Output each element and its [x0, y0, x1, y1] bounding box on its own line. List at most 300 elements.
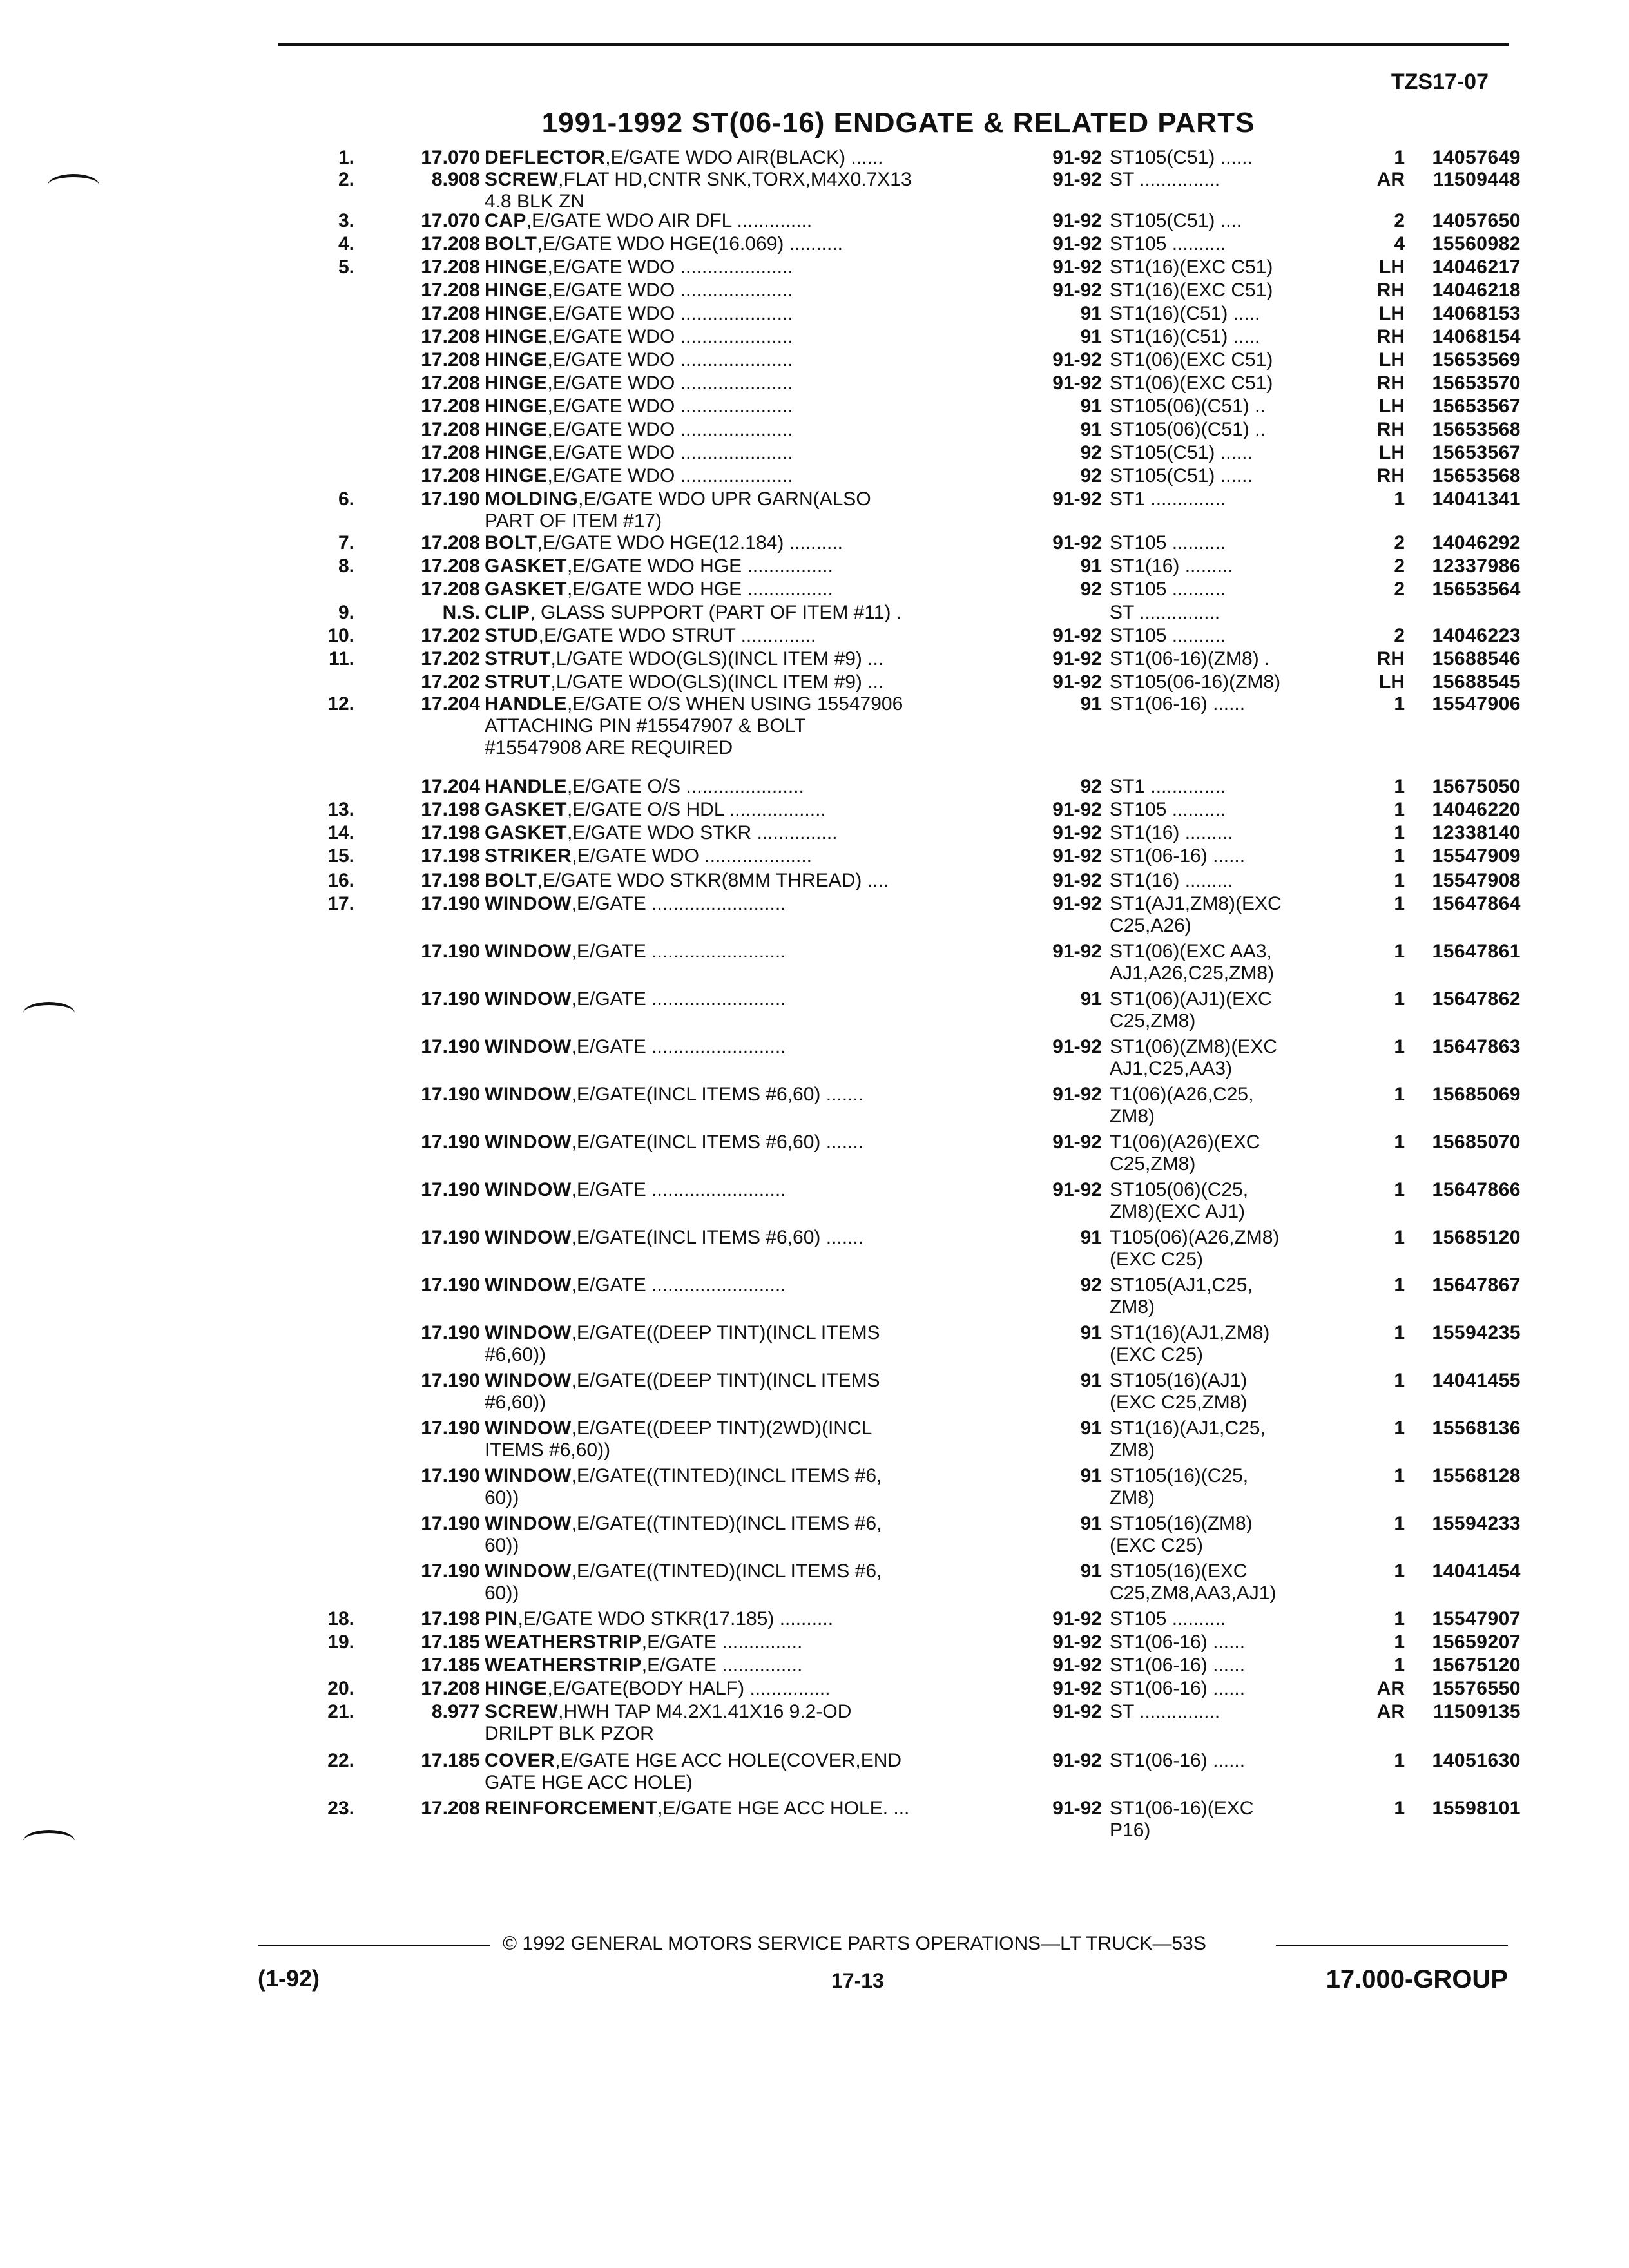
model-application: ST1(16)(EXC C51): [1110, 256, 1273, 278]
item-number: 8.: [338, 555, 354, 577]
part-detail: ,E/GATE O/S WHEN USING 15547906 ATTACHING PIN #15547907 & BOLT #15547908 ARE REQUIRED: [485, 693, 903, 758]
part-number: 15688545: [1432, 671, 1521, 693]
group-number: 17.185: [421, 1750, 480, 1771]
model-years: 91-92: [1052, 1084, 1102, 1105]
model-application: ST1(16)(EXC C51): [1110, 280, 1273, 301]
part-name: HINGE: [485, 326, 548, 347]
group-number: 17.190: [421, 1179, 480, 1200]
item-number: 23.: [327, 1798, 354, 1819]
table-row: [0, 1513, 1629, 1562]
part-number: 15653568: [1432, 419, 1521, 440]
part-detail: ,E/GATE(INCL ITEMS #6,60) .......: [571, 1084, 864, 1105]
part-detail: ,E/GATE WDO STKR ...............: [567, 822, 838, 843]
part-detail: ,L/GATE WDO(GLS)(INCL ITEM #9) ...: [550, 671, 884, 693]
part-description: [485, 1322, 1026, 1366]
part-description: [485, 822, 1026, 844]
part-number: 15659207: [1432, 1631, 1521, 1653]
group-number: 17.190: [421, 1227, 480, 1248]
part-number: 12337986: [1432, 555, 1521, 577]
part-name: WINDOW: [485, 1561, 572, 1582]
quantity: AR: [1376, 1701, 1405, 1722]
group-number: 17.202: [421, 671, 480, 693]
item-number: 3.: [338, 210, 354, 231]
part-detail: ,E/GATE(INCL ITEMS #6,60) .......: [571, 1227, 864, 1248]
table-row: [0, 1322, 1629, 1371]
quantity: 1: [1394, 693, 1405, 715]
part-name: BOLT: [485, 233, 537, 255]
model-years: 91: [1080, 419, 1102, 440]
group-number: 17.190: [421, 893, 480, 914]
part-name: STRUT: [485, 671, 551, 693]
quantity: 1: [1394, 147, 1405, 168]
model-years: 92: [1080, 1274, 1102, 1296]
quantity: 1: [1394, 1227, 1405, 1248]
part-number: 15653567: [1432, 396, 1521, 417]
part-detail: ,E/GATE(INCL ITEMS #6,60) .......: [571, 1131, 864, 1153]
part-description: [485, 169, 1026, 213]
group-number: 17.204: [421, 693, 480, 715]
part-detail: ,E/GATE WDO .....................: [547, 396, 793, 417]
part-name: WINDOW: [485, 1131, 572, 1153]
part-name: WINDOW: [485, 1465, 572, 1486]
part-detail: ,L/GATE WDO(GLS)(INCL ITEM #9) ...: [550, 648, 884, 669]
footer-page-number: 17-13: [831, 1969, 884, 1992]
part-name: WINDOW: [485, 893, 572, 914]
group-number: 17.070: [421, 147, 480, 168]
footer-rule-left: [258, 1945, 490, 1946]
part-number: 15547908: [1432, 870, 1521, 891]
model-years: 91-92: [1052, 1701, 1102, 1722]
table-row: [0, 1179, 1629, 1228]
model-application: ST ...............: [1110, 602, 1220, 623]
model-application: ST105(C51) ......: [1110, 147, 1253, 168]
part-detail: ,E/GATE .........................: [571, 1274, 786, 1296]
model-years: 91-92: [1052, 671, 1102, 693]
model-application: T1(06)(A26)(EXC C25,ZM8): [1110, 1131, 1260, 1175]
binder-mark: [23, 1002, 75, 1024]
item-number: 14.: [327, 822, 354, 843]
model-years: 91-92: [1052, 1750, 1102, 1771]
part-name: HINGE: [485, 280, 548, 301]
model-application: ST1(06-16) ......: [1110, 693, 1246, 715]
model-years: 91-92: [1052, 349, 1102, 370]
part-number: 15653569: [1432, 349, 1521, 370]
part-description: [485, 256, 1026, 278]
model-years: 91-92: [1052, 1179, 1102, 1200]
model-years: 91: [1080, 1561, 1102, 1582]
part-detail: ,E/GATE WDO HGE ................: [567, 555, 833, 577]
part-name: SCREW: [485, 1701, 559, 1722]
part-name: WINDOW: [485, 1227, 572, 1248]
part-number: 14068153: [1432, 303, 1521, 324]
part-number: 14057649: [1432, 147, 1521, 168]
part-description: [485, 671, 1026, 693]
item-number: 4.: [338, 233, 354, 255]
part-number: 15594235: [1432, 1322, 1521, 1343]
part-name: WEATHERSTRIP: [485, 1655, 642, 1676]
quantity: 1: [1394, 893, 1405, 914]
part-detail: ,E/GATE .........................: [571, 893, 786, 914]
quantity: 1: [1394, 1036, 1405, 1057]
part-name: STRUT: [485, 648, 551, 669]
item-number: 22.: [327, 1750, 354, 1771]
part-number: 15675120: [1432, 1655, 1521, 1676]
part-name: WINDOW: [485, 1084, 572, 1105]
quantity: 1: [1394, 488, 1405, 510]
model-application: ST105(06)(C51) ..: [1110, 419, 1266, 440]
part-detail: ,E/GATE(BODY HALF) ...............: [547, 1678, 831, 1699]
group-number: 17.208: [421, 442, 480, 463]
group-number: 17.208: [421, 280, 480, 301]
group-number: 17.202: [421, 648, 480, 669]
part-detail: ,E/GATE((DEEP TINT)(INCL ITEMS #6,60)): [485, 1370, 880, 1413]
part-number: 15685069: [1432, 1084, 1521, 1105]
quantity: 1: [1394, 1084, 1405, 1105]
part-name: BOLT: [485, 870, 537, 891]
group-number: 17.070: [421, 210, 480, 231]
part-number: 15647861: [1432, 941, 1521, 962]
part-number: 15653564: [1432, 579, 1521, 600]
quantity: 2: [1394, 625, 1405, 646]
model-application: ST1 ..............: [1110, 776, 1226, 797]
model-application: ST1(06)(EXC AA3, AJ1,A26,C25,ZM8): [1110, 941, 1275, 984]
quantity: 1: [1394, 870, 1405, 891]
part-description: [485, 799, 1026, 821]
part-number: 15647864: [1432, 893, 1521, 914]
part-detail: ,E/GATE ...............: [641, 1631, 803, 1653]
group-number: 17.190: [421, 988, 480, 1010]
item-number: 19.: [327, 1631, 354, 1653]
part-description: [485, 1370, 1026, 1414]
quantity: 1: [1394, 822, 1405, 843]
part-detail: ,E/GATE O/S HDL ..................: [567, 799, 826, 820]
part-name: HINGE: [485, 349, 548, 370]
model-years: 91-92: [1052, 1655, 1102, 1676]
group-number: 17.190: [421, 1370, 480, 1391]
quantity: 1: [1394, 1131, 1405, 1153]
group-number: 17.190: [421, 488, 480, 510]
part-description: [485, 1678, 1026, 1700]
part-description: [485, 1701, 1026, 1745]
model-years: 91-92: [1052, 941, 1102, 962]
part-detail: ,E/GATE WDO STKR(8MM THREAD) ....: [537, 870, 889, 891]
group-number: 17.208: [421, 419, 480, 440]
quantity: 1: [1394, 1322, 1405, 1343]
quantity: 2: [1394, 555, 1405, 577]
model-years: 91-92: [1052, 256, 1102, 278]
part-name: HANDLE: [485, 776, 567, 797]
table-row: [0, 1750, 1629, 1799]
item-number: 12.: [327, 693, 354, 715]
model-years: 91-92: [1052, 280, 1102, 301]
group-number: 17.208: [421, 396, 480, 417]
table-row: [0, 1701, 1629, 1750]
model-application: ST1(06-16) ......: [1110, 1750, 1246, 1771]
part-name: WINDOW: [485, 1322, 572, 1343]
part-name: WINDOW: [485, 941, 572, 962]
part-number: 15653570: [1432, 372, 1521, 394]
model-application: ST1 ..............: [1110, 488, 1226, 510]
part-description: [485, 1036, 1026, 1058]
group-number: 17.198: [421, 1608, 480, 1629]
model-application: ST105 ..........: [1110, 1608, 1226, 1629]
part-detail: ,E/GATE .........................: [571, 1036, 786, 1057]
part-detail: ,E/GATE WDO .....................: [547, 465, 793, 486]
part-number: 14041341: [1432, 488, 1521, 510]
model-application: ST1(06-16)(ZM8) .: [1110, 648, 1270, 669]
part-name: HINGE: [485, 256, 548, 278]
model-years: 91-92: [1052, 1131, 1102, 1153]
group-number: N.S.: [442, 602, 480, 623]
item-number: 16.: [327, 870, 354, 891]
part-description: [485, 372, 1026, 394]
part-description: [485, 1179, 1026, 1201]
group-number: 17.198: [421, 845, 480, 867]
model-application: ST1(06)(EXC C51): [1110, 372, 1273, 394]
part-number: 14041455: [1432, 1370, 1521, 1391]
item-number: 13.: [327, 799, 354, 820]
quantity: 2: [1394, 210, 1405, 231]
part-number: 14051630: [1432, 1750, 1521, 1771]
model-years: 91-92: [1052, 648, 1102, 669]
item-number: 11.: [328, 648, 354, 669]
quantity: 1: [1394, 1608, 1405, 1629]
part-description: [485, 488, 1026, 532]
quantity: RH: [1376, 419, 1405, 440]
part-detail: ,E/GATE((TINTED)(INCL ITEMS #6, 60)): [485, 1561, 882, 1604]
part-name: GASKET: [485, 579, 568, 600]
part-number: 15653567: [1432, 442, 1521, 463]
model-application: ST1(16) .........: [1110, 822, 1233, 843]
quantity: 2: [1394, 579, 1405, 600]
part-description: [485, 1631, 1026, 1653]
part-detail: ,E/GATE WDO UPR GARN(ALSO PART OF ITEM #17): [485, 488, 871, 532]
part-description: [485, 648, 1026, 670]
quantity: AR: [1376, 1678, 1405, 1699]
part-detail: ,E/GATE WDO STKR(17.185) ..........: [517, 1608, 834, 1629]
part-name: CAP: [485, 210, 526, 231]
part-number: 14046223: [1432, 625, 1521, 646]
item-number: 10.: [327, 625, 354, 646]
part-description: [485, 532, 1026, 554]
part-number: 15647862: [1432, 988, 1521, 1010]
model-years: 91-92: [1052, 625, 1102, 646]
part-name: HINGE: [485, 465, 548, 486]
part-number: 15547907: [1432, 1608, 1521, 1629]
part-detail: ,E/GATE WDO HGE(16.069) ..........: [537, 233, 843, 255]
part-name: STUD: [485, 625, 539, 646]
part-detail: ,E/GATE WDO .....................: [547, 256, 793, 278]
part-number: 15688546: [1432, 648, 1521, 669]
footer-group-label: 17.000-GROUP: [1325, 1965, 1508, 1994]
item-number: 21.: [327, 1701, 354, 1722]
group-number: 8.977: [431, 1701, 480, 1722]
part-detail: ,E/GATE WDO .....................: [547, 442, 793, 463]
model-years: 92: [1080, 776, 1102, 797]
model-years: 91: [1080, 326, 1102, 347]
part-description: [485, 303, 1026, 325]
part-detail: ,E/GATE WDO STRUT ..............: [538, 625, 816, 646]
part-description: [485, 349, 1026, 371]
group-number: 17.208: [421, 465, 480, 486]
group-number: 17.190: [421, 1036, 480, 1057]
part-description: [485, 1418, 1026, 1461]
quantity: RH: [1376, 326, 1405, 347]
part-name: SCREW: [485, 169, 559, 190]
table-row: [0, 893, 1629, 942]
footer-rule-right: [1276, 1945, 1508, 1946]
quantity: 1: [1394, 1179, 1405, 1200]
quantity: 1: [1394, 1418, 1405, 1439]
part-description: [485, 1274, 1026, 1296]
model-application: ST1(06-16) ......: [1110, 1678, 1246, 1699]
part-detail: ,E/GATE WDO HGE(12.184) ..........: [537, 532, 843, 553]
model-application: ST1(AJ1,ZM8)(EXC C25,A26): [1110, 893, 1282, 936]
page-code: TZS17-07: [1391, 70, 1489, 94]
model-years: 91-92: [1052, 893, 1102, 914]
group-number: 17.208: [421, 555, 480, 577]
model-application: ST1(16) .........: [1110, 870, 1233, 891]
part-number: 15547906: [1432, 693, 1521, 715]
footer-date-code: (1-92): [258, 1965, 320, 1992]
part-description: [485, 147, 1026, 169]
model-application: ST105(06)(C51) ..: [1110, 396, 1266, 417]
group-number: 17.185: [421, 1655, 480, 1676]
part-detail: ,E/GATE((TINTED)(INCL ITEMS #6, 60)): [485, 1513, 882, 1556]
model-application: ST1(06-16) ......: [1110, 845, 1246, 867]
group-number: 17.208: [421, 532, 480, 553]
item-number: 20.: [327, 1678, 354, 1699]
item-number: 6.: [338, 488, 354, 510]
table-row: [0, 1227, 1629, 1276]
part-name: HINGE: [485, 1678, 548, 1699]
part-description: [485, 870, 1026, 892]
group-number: 17.190: [421, 1561, 480, 1582]
quantity: 2: [1394, 532, 1405, 553]
part-description: [485, 1084, 1026, 1106]
quantity: 1: [1394, 1513, 1405, 1534]
model-years: 91: [1080, 1370, 1102, 1391]
part-description: [485, 1561, 1026, 1604]
part-name: WINDOW: [485, 1036, 572, 1057]
part-detail: , GLASS SUPPORT (PART OF ITEM #11) .: [530, 602, 902, 623]
quantity: RH: [1376, 280, 1405, 301]
part-name: WEATHERSTRIP: [485, 1631, 642, 1653]
group-number: 17.190: [421, 941, 480, 962]
quantity: 1: [1394, 1561, 1405, 1582]
quantity: LH: [1379, 671, 1405, 693]
model-application: ST1(06-16)(EXC P16): [1110, 1798, 1254, 1841]
item-number: 2.: [338, 169, 354, 190]
group-number: 17.204: [421, 776, 480, 797]
model-years: 91: [1080, 1465, 1102, 1486]
quantity: LH: [1379, 303, 1405, 324]
part-number: 14057650: [1432, 210, 1521, 231]
model-application: ST105(C51) ....: [1110, 210, 1242, 231]
model-years: 91-92: [1052, 799, 1102, 820]
model-application: ST105(16)(EXC C25,ZM8,AA3,AJ1): [1110, 1561, 1277, 1604]
part-number: 15594233: [1432, 1513, 1521, 1534]
part-number: 11509135: [1433, 1701, 1521, 1722]
part-detail: ,E/GATE WDO .....................: [547, 372, 793, 394]
quantity: 1: [1394, 1798, 1405, 1819]
part-description: [485, 1750, 1026, 1794]
model-years: 91: [1080, 693, 1102, 715]
quantity: RH: [1376, 465, 1405, 486]
part-number: 11509448: [1433, 169, 1521, 190]
part-name: PIN: [485, 1608, 518, 1629]
table-row: [0, 941, 1629, 990]
model-years: 91: [1080, 1418, 1102, 1439]
model-years: 91: [1080, 988, 1102, 1010]
quantity: 1: [1394, 1631, 1405, 1653]
part-name: COVER: [485, 1750, 555, 1771]
part-name: HINGE: [485, 442, 548, 463]
part-description: [485, 1798, 1026, 1820]
footer-copyright: © 1992 GENERAL MOTORS SERVICE PARTS OPERATIONS—LT TRUCK—53S: [503, 1933, 1206, 1954]
part-number: 14046217: [1432, 256, 1521, 278]
model-years: 91-92: [1052, 1798, 1102, 1819]
part-number: 15647866: [1432, 1179, 1521, 1200]
part-detail: ,FLAT HD,CNTR SNK,TORX,M4X0.7X13 4.8 BLK ZN: [485, 169, 912, 212]
part-detail: ,E/GATE WDO .....................: [547, 303, 793, 324]
part-number: 15576550: [1432, 1678, 1521, 1699]
part-detail: ,E/GATE WDO .....................: [547, 280, 793, 301]
part-number: 14046220: [1432, 799, 1521, 820]
table-row: [0, 1274, 1629, 1323]
part-name: STRIKER: [485, 845, 572, 867]
table-row: [0, 1370, 1629, 1419]
group-number: 17.208: [421, 1798, 480, 1819]
model-years: 92: [1080, 465, 1102, 486]
part-number: 12338140: [1432, 822, 1521, 843]
quantity: RH: [1376, 372, 1405, 394]
group-number: 17.190: [421, 1274, 480, 1296]
table-row: [0, 1561, 1629, 1610]
model-years: 91-92: [1052, 169, 1102, 190]
part-description: [485, 1655, 1026, 1677]
part-detail: ,E/GATE .........................: [571, 941, 786, 962]
quantity: LH: [1379, 396, 1405, 417]
model-application: ST1(16)(C51) .....: [1110, 303, 1260, 324]
model-years: 91-92: [1052, 147, 1102, 168]
model-years: 91-92: [1052, 372, 1102, 394]
model-application: ST1(16)(C51) .....: [1110, 326, 1260, 347]
model-years: 92: [1080, 579, 1102, 600]
part-number: 14046218: [1432, 280, 1521, 301]
quantity: LH: [1379, 256, 1405, 278]
part-description: [485, 1227, 1026, 1249]
group-number: 17.198: [421, 822, 480, 843]
part-name: GASKET: [485, 555, 568, 577]
part-number: 15685120: [1432, 1227, 1521, 1248]
group-number: 17.190: [421, 1131, 480, 1153]
part-description: [485, 233, 1026, 255]
part-detail: ,E/GATE O/S ......................: [567, 776, 804, 797]
model-years: 92: [1080, 442, 1102, 463]
group-number: 17.208: [421, 1678, 480, 1699]
model-years: 91-92: [1052, 822, 1102, 843]
model-years: 91-92: [1052, 210, 1102, 231]
model-application: ST105(16)(C25, ZM8): [1110, 1465, 1249, 1508]
part-number: 14041454: [1432, 1561, 1521, 1582]
quantity: 1: [1394, 799, 1405, 820]
model-application: ST105(16)(ZM8) (EXC C25): [1110, 1513, 1253, 1556]
group-number: 17.208: [421, 233, 480, 255]
model-application: ST1(06)(AJ1)(EXC C25,ZM8): [1110, 988, 1272, 1032]
part-description: [485, 442, 1026, 464]
model-application: ST105(06-16)(ZM8): [1110, 671, 1281, 693]
